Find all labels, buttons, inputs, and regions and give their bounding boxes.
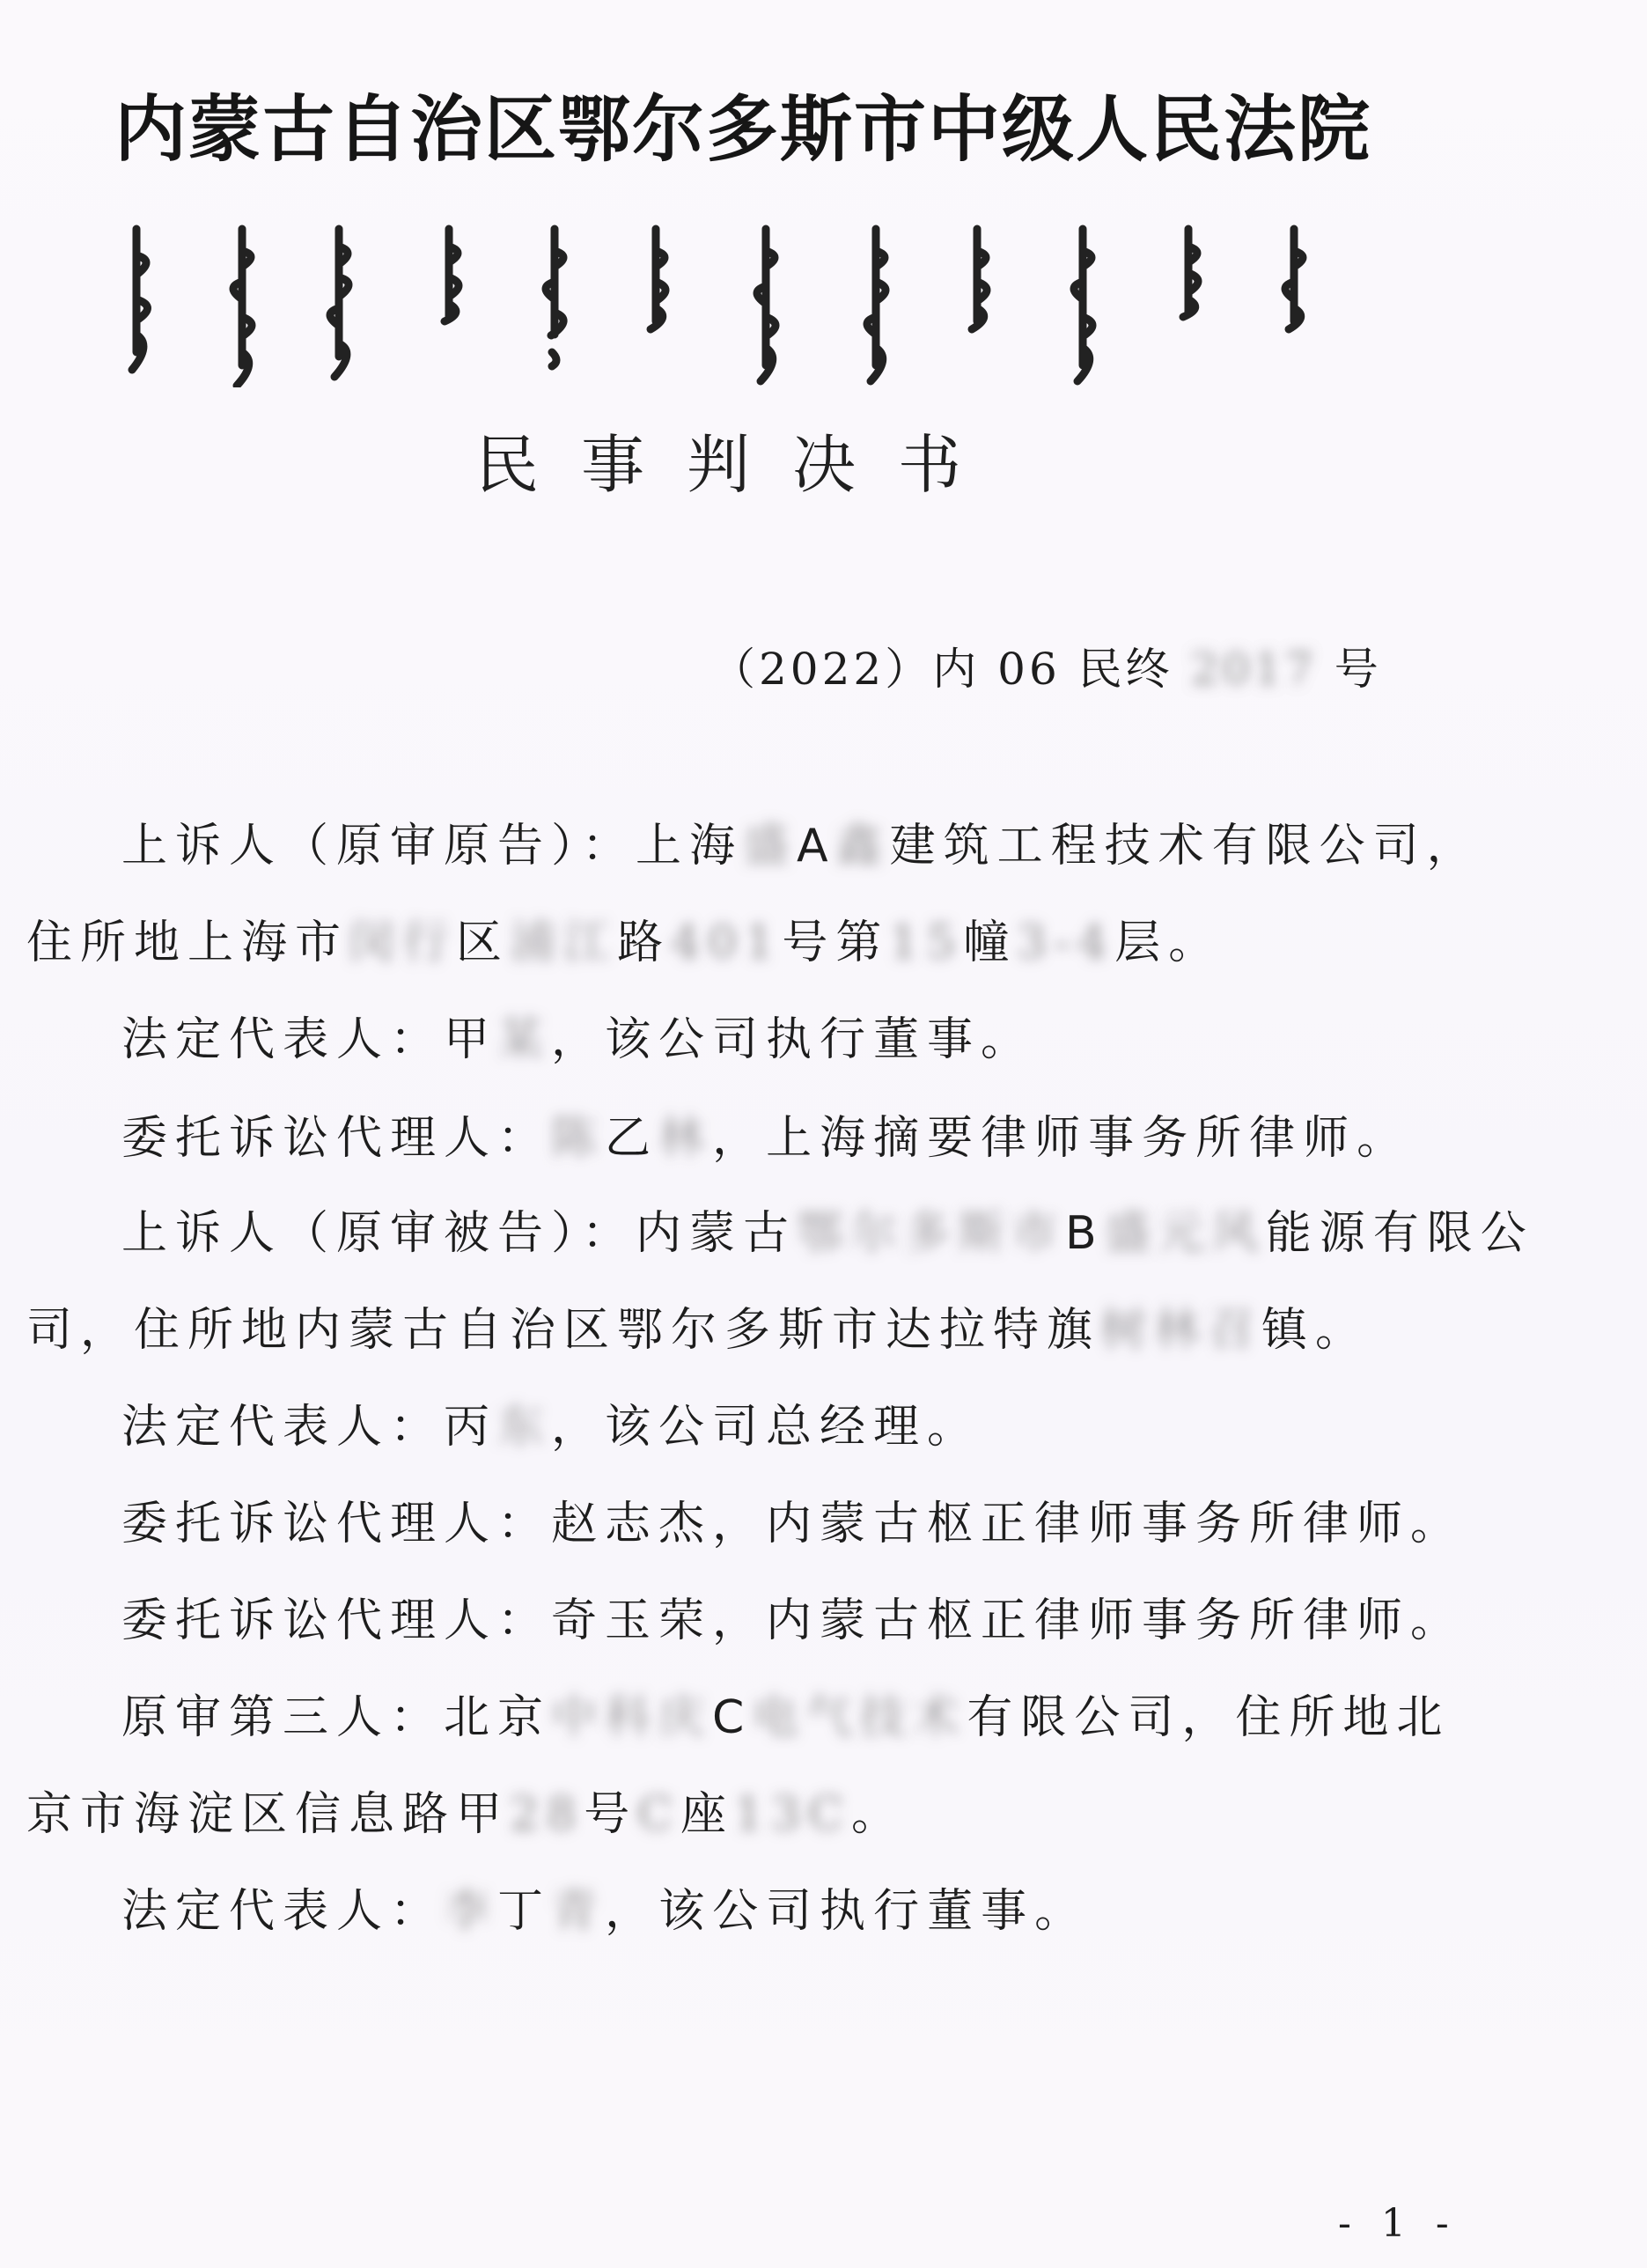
anonymized-marker: C	[712, 1691, 753, 1744]
paragraph-5-line-1	[26, 1379, 1530, 1476]
text-segment: 号第	[782, 917, 890, 969]
redacted-text: 浦江	[510, 917, 618, 969]
text-segment: 镇。	[1261, 1304, 1370, 1357]
text-segment: 原审第三人：北京	[121, 1691, 552, 1744]
redacted-text: 盛	[743, 820, 798, 873]
text-segment: 法定代表人：	[121, 1401, 445, 1454]
paragraph-8-line-1	[26, 1669, 1530, 1766]
anonymized-marker: 丙	[444, 1401, 498, 1454]
paragraph-6-line-1	[26, 1476, 1530, 1572]
text-segment: 路	[617, 917, 672, 969]
case-number-suffix: 号	[1334, 644, 1382, 695]
paragraph-8-line-2	[26, 1766, 1435, 1863]
redacted-text: 28	[510, 1788, 585, 1841]
text-segment: ，该公司执行董事。	[551, 1013, 1035, 1066]
anonymized-marker: 乙	[605, 1112, 659, 1165]
redacted-text: 鑫	[835, 820, 890, 873]
case-number-prefix: （2022）内 06 民终	[711, 644, 1173, 695]
text-segment: 委托诉讼代理人：赵志杰，内蒙古枢正律师事务所律师。	[121, 1498, 1465, 1550]
text-segment: 法定代表人：	[121, 1885, 445, 1938]
redacted-text: 青	[551, 1885, 606, 1938]
text-segment: 委托诉讼代理人：奇玉荣，内蒙古枢正律师事务所律师。	[121, 1594, 1465, 1647]
text-segment: 上诉人（原审被告）：内蒙古	[121, 1207, 798, 1260]
anonymized-marker: B	[1065, 1207, 1105, 1260]
text-segment: 法定代表人：	[121, 1013, 445, 1066]
paragraph-1-line-2	[26, 895, 1435, 991]
redacted-text: 鄂尔多斯市	[797, 1207, 1066, 1260]
redacted-text: C	[637, 1788, 680, 1841]
redacted-text: 陈	[551, 1112, 606, 1165]
court-name: 内蒙古自治区鄂尔多斯市中级人民法院	[114, 88, 1372, 172]
text-segment: 幢	[963, 917, 1018, 969]
text-segment: ，该公司执行董事。	[605, 1885, 1089, 1938]
paragraph-1-line-1	[26, 798, 1530, 895]
redacted-text: 李	[444, 1885, 498, 1938]
redacted-text: 东	[497, 1401, 552, 1454]
paragraph-4-line-2	[26, 1282, 1435, 1379]
text-segment: 区	[456, 917, 511, 969]
paragraph-4-line-1	[26, 1185, 1534, 1282]
paragraph-3-line-1	[26, 1090, 1530, 1187]
text-segment: 建筑工程技术有限公司，	[889, 820, 1481, 873]
redacted-text: 闵行	[349, 917, 457, 969]
text-segment: 座	[680, 1788, 735, 1841]
anonymized-marker: A	[797, 820, 836, 873]
redacted-text: 401	[671, 917, 783, 969]
redacted-text: 中科庆	[551, 1691, 713, 1744]
redacted-case-number: 2017	[1190, 644, 1317, 695]
paragraph-7-line-1	[26, 1572, 1530, 1669]
redacted-text: 电气技术	[752, 1691, 967, 1744]
anonymized-marker: 甲	[444, 1013, 498, 1066]
redacted-text: 林	[658, 1112, 713, 1165]
text-segment: 号	[584, 1788, 638, 1841]
document-title: 民事判决书	[475, 428, 1004, 502]
redacted-text: 某	[497, 1013, 552, 1066]
anonymized-marker: 丁	[497, 1885, 552, 1938]
redacted-text: 13C	[734, 1788, 851, 1841]
redacted-text: 树林召	[1100, 1304, 1262, 1357]
page-number: - 1 -	[1338, 2201, 1458, 2246]
redacted-text: 15	[889, 917, 964, 969]
text-segment: 。	[850, 1788, 905, 1841]
mongolian-script-court-name	[119, 220, 1351, 387]
case-number	[711, 634, 1382, 697]
text-segment: 能源有限公	[1265, 1207, 1534, 1260]
text-segment: 住所地上海市	[26, 917, 349, 969]
text-segment: ，该公司总经理。	[551, 1401, 982, 1454]
paragraph-2-line-1	[26, 991, 1530, 1088]
text-segment: 有限公司，住所地北	[967, 1691, 1451, 1744]
text-segment: 京市海淀区信息路甲	[26, 1788, 511, 1841]
paragraph-9-line-1	[26, 1863, 1530, 1960]
redacted-text: 盛元风	[1104, 1207, 1266, 1260]
text-segment: ，上海摘要律师事务所律师。	[712, 1112, 1411, 1165]
text-segment: 司，住所地内蒙古自治区鄂尔多斯市达拉特旗	[26, 1304, 1101, 1357]
redacted-text: 3-4	[1017, 917, 1115, 969]
text-segment: 上诉人（原审原告）：上海	[121, 820, 744, 873]
text-segment: 委托诉讼代理人：	[121, 1112, 552, 1165]
text-segment: 层。	[1114, 917, 1223, 969]
